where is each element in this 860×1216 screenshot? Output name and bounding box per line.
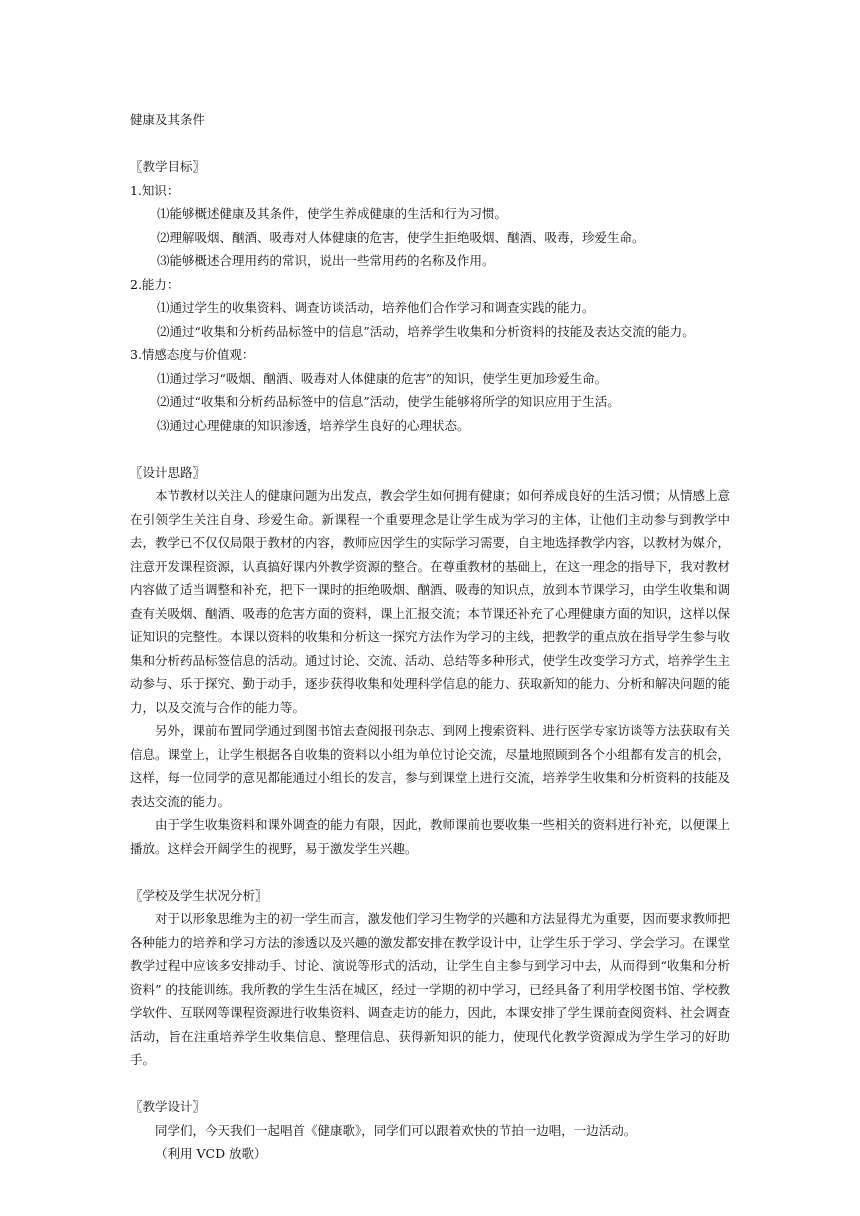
document-title: 健康及其条件 xyxy=(130,112,206,127)
design-idea-paragraph: 另外，课前布置同学通过到图书馆去查阅报刊杂志、到网上搜索资料、进行医学专家访谈等方法获取有关信息。课堂上，让学生根据各自收集的资料以小组为单位讨论交流，尽量地照顾到各个小组都有发言的机会，这样，每一位同学的意见都能通过小组长的发言，参与到课堂上进行交流，培养学生收集和分析资料的技能及表达交流的能力。 xyxy=(130,723,731,809)
objective-ability-label: 2.能力： xyxy=(130,276,180,292)
teaching-design-paragraph: 同学们，今天我们一起唱首《健康歌》，同学们可以跟着欢快的节拍一边唱，一边活动。 xyxy=(155,1122,637,1138)
section-heading-teaching-design: 〖教学设计〗 xyxy=(130,1099,206,1114)
section-heading-design-idea: 〖设计思路〗 xyxy=(130,464,206,480)
teaching-design-note: （利用 VCD 放歌） xyxy=(155,1146,267,1161)
school-analysis-paragraph: 对于以形象思维为主的初一学生而言，激发他们学习生物学的兴趣和方法显得尤为重要，因而要求教师把各种能力的培养和学习方法的渗透以及兴趣的激发都安排在教学设计中，让学生乐于学习、学会学习。在课堂教学过程中应该多安排动手、讨论、演说等形式的活动，让学生自主参与到学习中去，从而得到“收集和分析资料” 的技能训练。我所教的学生生活在城区，经过一学期的初中学习，已经具备了利用学校图书馆、学校教学软件、互联网等课程资源进行收集资料、调查走访的能力，因此，本课安排了学生课前查阅资料、社会调查活动，旨在注重培养学生收集信息、整理信息、获得新知识的能力，使现代化教学资源成为学生学习的好助手。 xyxy=(130,911,731,1067)
spacer xyxy=(130,860,730,884)
objective-knowledge-label: 1.知识： xyxy=(130,182,180,198)
section-heading-objectives: 〖教学目标〗 xyxy=(130,159,206,174)
design-idea-paragraph: 由于学生收集资料和课外调查的能力有限，因此，教师课前也要收集一些相关的资料进行补充，以便课上播放。这样会开阔学生的视野，易于激发学生兴趣。 xyxy=(130,817,731,856)
spacer xyxy=(130,132,730,156)
objective-item: ⑴通过学习“吸烟、酗酒、吸毒对人体健康的危害”的知识，使学生更加珍爱生命。 xyxy=(157,370,608,386)
document-page xyxy=(130,108,730,1166)
objective-item: ⑵理解吸烟、酗酒、吸毒对人体健康的危害，使学生拒绝吸烟、酗酒、吸毒，珍爱生命。 xyxy=(157,229,645,245)
objective-item: ⑵通过“收集和分析药品标签中的信息”活动，使学生能够将所学的知识应用于生活。 xyxy=(157,394,620,409)
design-idea-paragraph: 本节教材以关注人的健康问题为出发点，教会学生如何拥有健康；如何养成良好的生活习惯；从情感上意在引领学生关注自身、珍爱生命。新课程一个重要理念是让学生成为学习的主体，让他们主动参与到教学中去，教学已不仅仅局限于教材的内容，教师应因学生的实际学习需要，自主地选择教学内容，以教材为媒介，注意开发课程资源，认真搞好课内外教学资源的整合。在尊重教材的基础上，在这一理念的指导下，我对教材内容做了适当调整和补充，把下一课时的拒绝吸烟、酗酒、吸毒的知识点，放到本节课学习，由学生收集和调查有关吸烟、酗酒、吸毒的危害方面的资料，课上汇报交流；本节课还补充了心理健康方面的知识，这样以保证知识的完整性。本课以资料的收集和分析这一探究方法作为学习的主线，把教学的重点放在指导学生参与收集和分析药品标签信息的活动。通过讨论、交流、活动、总结等多种形式，使学生改变学习方式，培养学生主动参与、乐于探究、勤于动手，逐步获得收集和处理科学信息的能力、获取新知的能力、分析和解决问题的能力，以及交流与合作的能力等。 xyxy=(130,488,731,715)
spacer xyxy=(130,1072,730,1096)
objective-item: ⑴通过学生的收集资料、调查访谈活动，培养他们合作学习和调查实践的能力。 xyxy=(157,300,595,315)
objective-attitude-label: 3.情感态度与价值观： xyxy=(130,347,255,362)
section-heading-school-analysis: 〖学校及学生状况分析〗 xyxy=(130,887,268,903)
objective-item: ⑶能够概述合理用药的常识，说出一些常用药的名称及作用。 xyxy=(157,253,495,268)
objective-item: ⑴能够概述健康及其条件，使学生养成健康的生活和行为习惯。 xyxy=(157,206,508,221)
spacer xyxy=(130,437,730,461)
objective-item: ⑵通过“收集和分析药品标签中的信息”活动，培养学生收集和分析资料的技能及表达交流的能力。 xyxy=(157,323,695,339)
objective-item: ⑶通过心理健康的知识渗透，培养学生良好的心理状态。 xyxy=(157,417,470,433)
